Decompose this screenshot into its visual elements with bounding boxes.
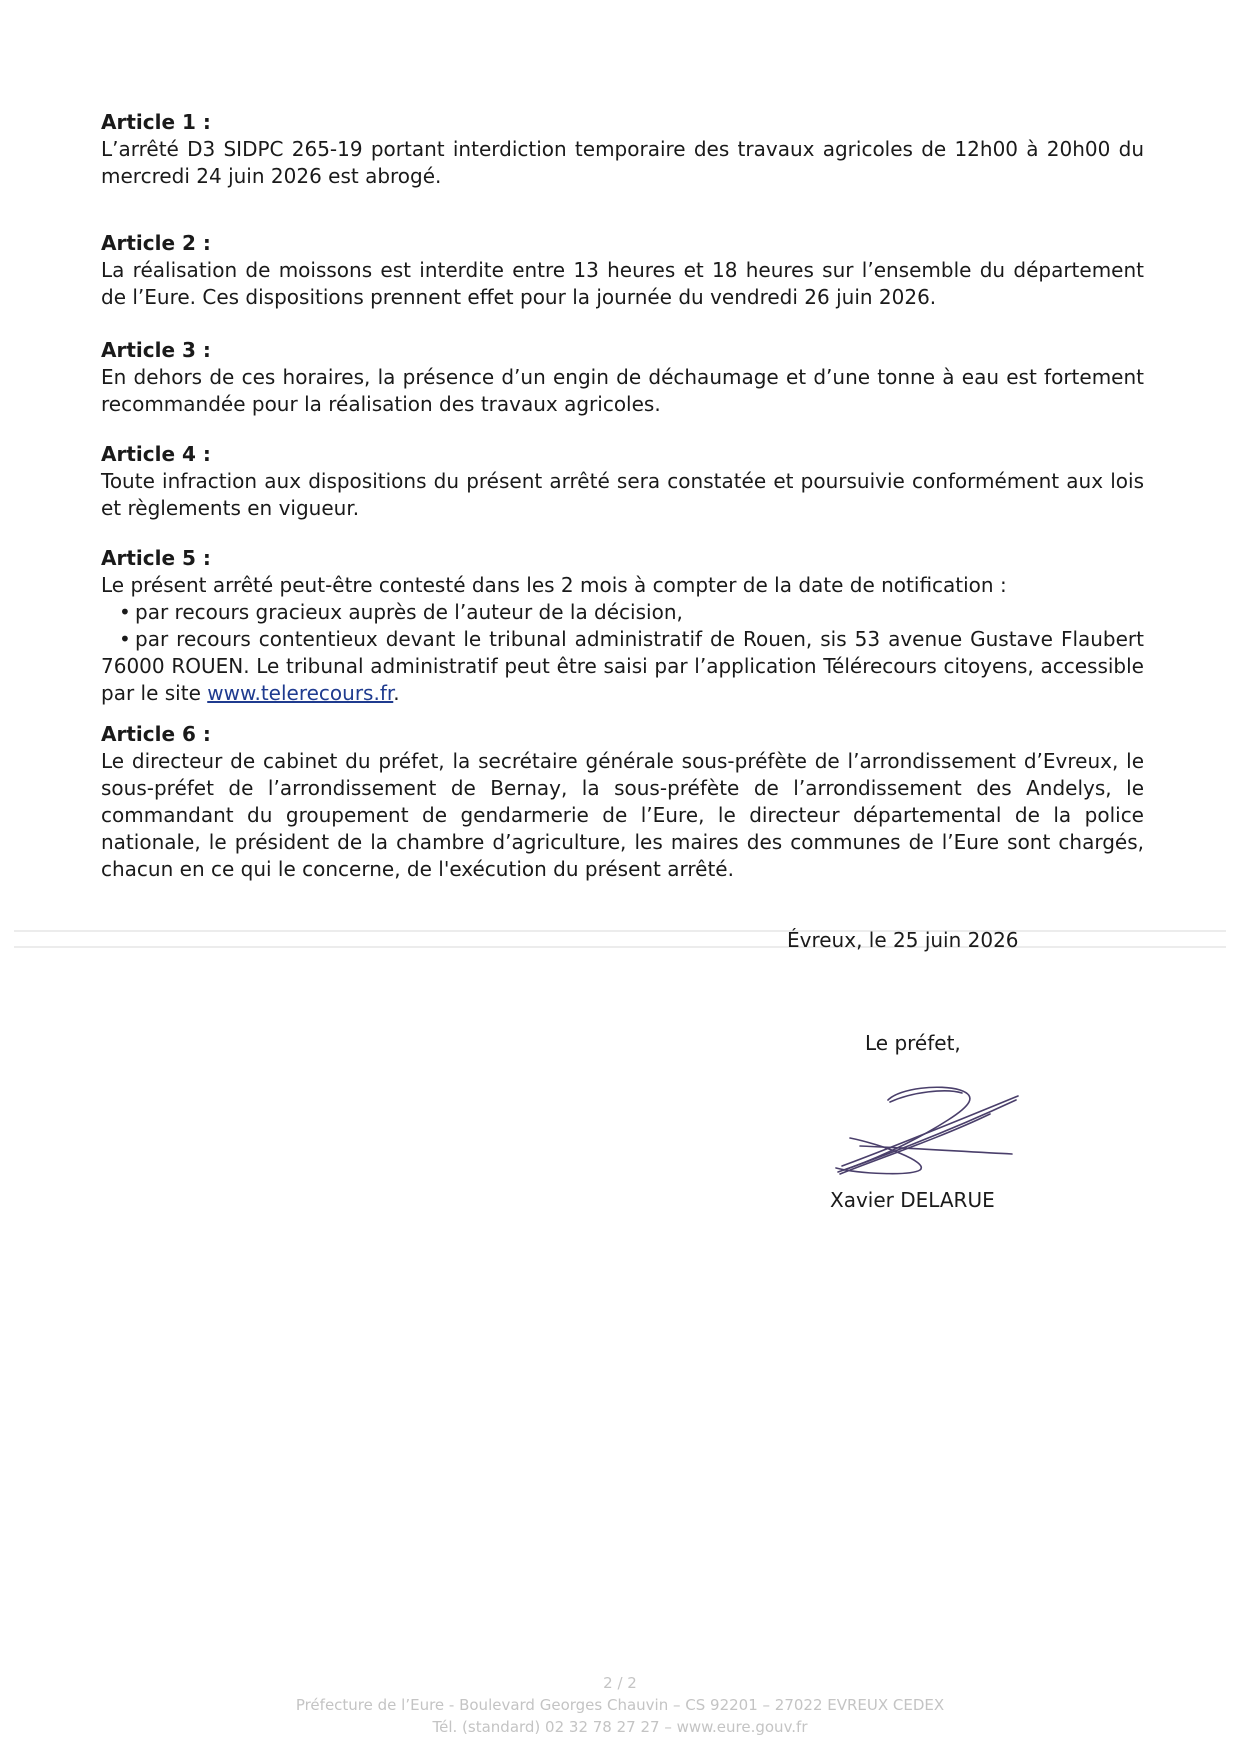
article-4 [101, 440, 1144, 522]
place-date: Évreux, le 25 juin 2026 [787, 928, 1019, 952]
article-3-text: En dehors de ces horaires, la présence d’un engin de déchaumage et d’une tonne à eau est fortement recommandée pour la réalisation des travaux agricoles. [101, 365, 1144, 416]
page-footer [0, 1672, 1240, 1738]
link-trailing-punct: . [393, 681, 400, 705]
article-6 [101, 720, 1144, 883]
article-5-intro: Le présent arrêté peut-être contesté dans les 2 mois à compter de la date de notification : [101, 573, 1007, 597]
bullet-item-gracieux [101, 599, 1144, 626]
article-1 [101, 108, 1144, 190]
bullet-text-contentieux: par recours contentieux devant le tribunal administratif de Rouen, sis 53 avenue Gustave Flaubert 76000 ROUEN. Le tribunal administratif peut être saisi par l’application Télérecours citoyens, accessible par le site [101, 627, 1144, 705]
article-3 [101, 336, 1144, 418]
article-4-title: Article 4 : [101, 442, 211, 466]
article-5 [101, 544, 1144, 707]
page-number: 2 / 2 [603, 1674, 637, 1692]
article-4-text: Toute infraction aux dispositions du présent arrêté sera constatée et poursuivie conformément aux lois et règlements en vigueur. [101, 469, 1144, 520]
scan-artifact-line [14, 946, 1226, 948]
article-2-title: Article 2 : [101, 231, 211, 255]
article-3-title: Article 3 : [101, 338, 211, 362]
footer-address: Préfecture de l’Eure - Boulevard Georges Chauvin – CS 92201 – 27022 EVREUX CEDEX [295, 1696, 945, 1714]
footer-contact: Tél. (standard) 02 32 78 27 27 – www.eure.gouv.fr [432, 1718, 808, 1736]
signatory-name: Xavier DELARUE [830, 1188, 995, 1212]
scan-artifact-line [14, 930, 1226, 932]
article-1-title: Article 1 : [101, 110, 211, 134]
signatory-title: Le préfet, [865, 1031, 961, 1055]
bullet-text-gracieux: par recours gracieux auprès de l’auteur de la décision, [135, 600, 683, 624]
article-5-title: Article 5 : [101, 546, 211, 570]
article-6-text: Le directeur de cabinet du préfet, la secrétaire générale sous-préfète de l’arrondissement d’Evreux, le sous-préfet de l’arrondissement de Bernay, la sous-préfète de l’arrondissement des Andelys, le commandant du groupement de gendarmerie de l’Eure, le directeur départemental de la police nationale, le président de la chambre d’agriculture, les maires des communes de l’Eure sont chargés, chacun en ce qui le concerne, de l'exécution du présent arrêté. [101, 749, 1144, 881]
telerecours-link[interactable]: www.telerecours.fr [207, 681, 394, 705]
article-2 [101, 229, 1144, 311]
bullet-icon: • [119, 600, 131, 624]
bullet-item-contentieux [101, 626, 1144, 707]
article-1-text: L’arrêté D3 SIDPC 265-19 portant interdiction temporaire des travaux agricoles de 12h00 à 20h00 du mercredi 24 juin 2026 est abrogé. [101, 137, 1144, 188]
bullet-icon: • [119, 627, 131, 651]
article-6-title: Article 6 : [101, 722, 211, 746]
handwritten-signature [820, 1078, 1025, 1183]
article-2-text: La réalisation de moissons est interdite entre 13 heures et 18 heures sur l’ensemble du département de l’Eure. Ces dispositions prennent effet pour la journée du vendredi 26 juin 2026. [101, 258, 1144, 309]
